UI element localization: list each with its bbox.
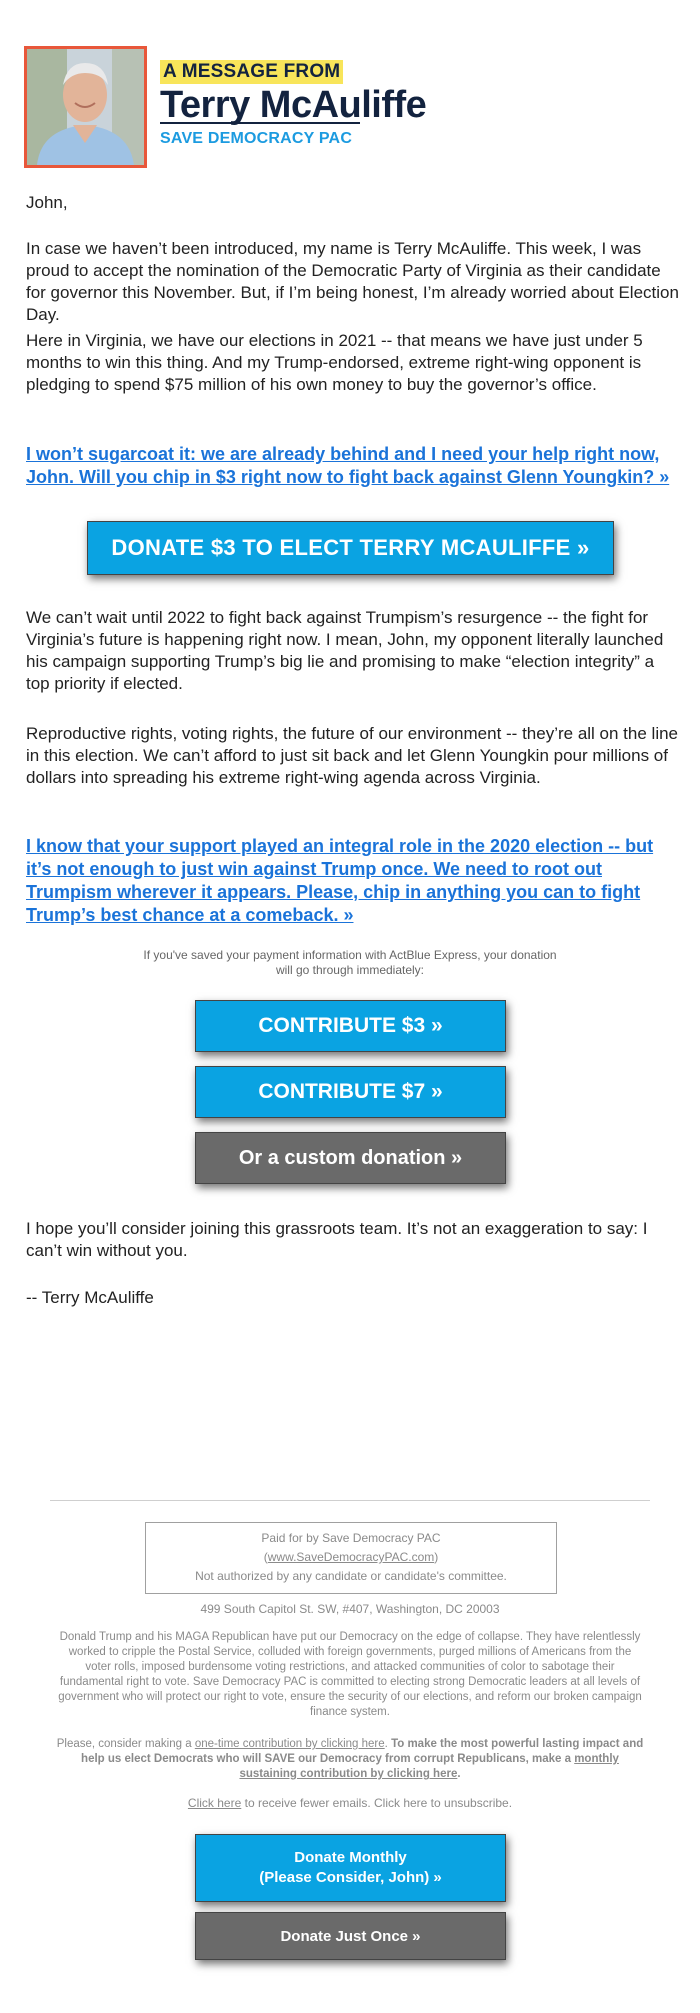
- donate-link-2020[interactable]: I know that your support played an integral role in the 2020 election -- but it’s not enough to just win against Trump once. We need to root out Trumpism wherever it appears. Please, chip in anything you can to fight Trump’s best chance at a comeback. »: [26, 836, 654, 925]
- pac-name: SAVE DEMOCRACY PAC: [160, 130, 353, 147]
- message-from-tag: A MESSAGE FROM: [160, 60, 343, 84]
- paid-for-line: Paid for by Save Democracy PAC: [261, 1531, 441, 1545]
- donate-link-sugarcoat[interactable]: I won’t sugarcoat it: we are already behind and I need your help right now, John. Will you chip in $3 right now to fight back against Glenn Youngkin? »: [26, 444, 670, 487]
- paid-for-disclaimer: [145, 1522, 557, 1594]
- custom-donation-button[interactable]: Or a custom donation »: [195, 1132, 506, 1184]
- website-close-paren: ): [434, 1550, 439, 1564]
- monthly-contribution-link[interactable]: monthly sustaining contribution by clicking here: [239, 1753, 619, 1780]
- donate-once-button[interactable]: Donate Just Once »: [195, 1912, 506, 1960]
- candidate-photo: [24, 46, 147, 168]
- donate-monthly-line-2: (Please Consider, John) »: [259, 1869, 442, 1886]
- website-line: [146, 1548, 556, 1567]
- contribution-appeal: [56, 1737, 644, 1782]
- sender-name: Terry McAuliffe: [160, 84, 427, 126]
- contribute-3-button[interactable]: CONTRIBUTE $3 »: [195, 1000, 506, 1052]
- appeal-text-b: .: [384, 1738, 392, 1750]
- paragraph-rights: Reproductive rights, voting rights, the future of our environment -- they’re all on the line in this election. We can’t afford to just sit back and let Glenn Youngkin pour millions of dollars into spreading his extreme right-wing agenda across Virginia.: [26, 724, 679, 787]
- one-time-contribution-link[interactable]: one-time contribution by clicking here: [194, 1738, 385, 1750]
- actblue-express-note: [110, 948, 590, 978]
- paragraph-elections: Here in Virginia, we have our elections in 2021 -- that means we have just under 5 months to win this thing. And my Trump-endorsed, extreme right-wing opponent is pledging to spend $75 million of his own money to buy the governor’s office.: [26, 331, 643, 394]
- website-open-paren: (: [263, 1550, 268, 1564]
- website-link[interactable]: www.SaveDemocracyPAC.com: [267, 1550, 435, 1564]
- mailing-address: 499 South Capitol St. SW, #407, Washington, DC 20003: [200, 1602, 500, 1616]
- candidate-portrait-image: [27, 49, 144, 165]
- signoff: -- Terry McAuliffe: [26, 1288, 154, 1307]
- donate-monthly-button[interactable]: [195, 1834, 506, 1902]
- contribute-7-button[interactable]: CONTRIBUTE $7 »: [195, 1066, 506, 1118]
- greeting: John,: [26, 193, 68, 212]
- appeal-bold-text: To make the most powerful lasting impact and help us elect Democrats who will SAVE our Democracy from corrupt Republicans, make a: [81, 1738, 644, 1765]
- donate-3-elect-button[interactable]: DONATE $3 TO ELECT TERRY MCAULIFFE »: [87, 521, 614, 575]
- actblue-note-line-1: If you've saved your payment information with ActBlue Express, your donation: [143, 948, 557, 962]
- email-preferences: [56, 1796, 644, 1811]
- not-authorized-line: Not authorized by any candidate or candidate's committee.: [195, 1569, 507, 1583]
- paragraph-trumpism: We can’t wait until 2022 to fight back against Trumpism’s resurgence -- the fight for Virginia’s future is happening right now. I mean, John, my opponent literally launched his campaign supporting Trump’s big lie and promising to make “election integrity” a top priority if elected.: [26, 608, 664, 693]
- appeal-text-a: Please, consider making a: [56, 1738, 195, 1750]
- name-underline: [160, 122, 360, 124]
- paragraph-intro: In case we haven’t been introduced, my name is Terry McAuliffe. This week, I was proud to accept the nomination of the Democratic Party of Virginia as their candidate for governor this November. But, if I’m being honest, I’m already worried about Election Day.: [26, 239, 679, 324]
- appeal-bold-end: .: [457, 1768, 461, 1780]
- paragraph-grassroots: I hope you’ll consider joining this grassroots team. It’s not an exaggeration to say: I can’t win without you.: [26, 1219, 648, 1260]
- mission-statement: Donald Trump and his MAGA Republican have put our Democracy on the edge of collapse. They have relentlessly worked to cripple the Postal Service, colluded with foreign governments, purged millions of Americans from the voter rolls, imposed burdensome voting restrictions, and attacked communities of color to sabotage their fundamental right to vote. Save Democracy PAC is committed to electing strong Democratic leaders at all levels of government who will protect our right to vote, ensure the security of our elections, and reform our broken campaign finance system.: [58, 1631, 642, 1718]
- donate-monthly-line-1: Donate Monthly: [294, 1849, 407, 1866]
- fewer-emails-link[interactable]: Click here: [187, 1796, 242, 1810]
- actblue-note-line-2: will go through immediately:: [275, 963, 425, 977]
- unsubscribe-text: to receive fewer emails. Click here to unsubscribe.: [241, 1796, 513, 1810]
- footer-divider: [50, 1500, 650, 1501]
- header: [24, 46, 684, 170]
